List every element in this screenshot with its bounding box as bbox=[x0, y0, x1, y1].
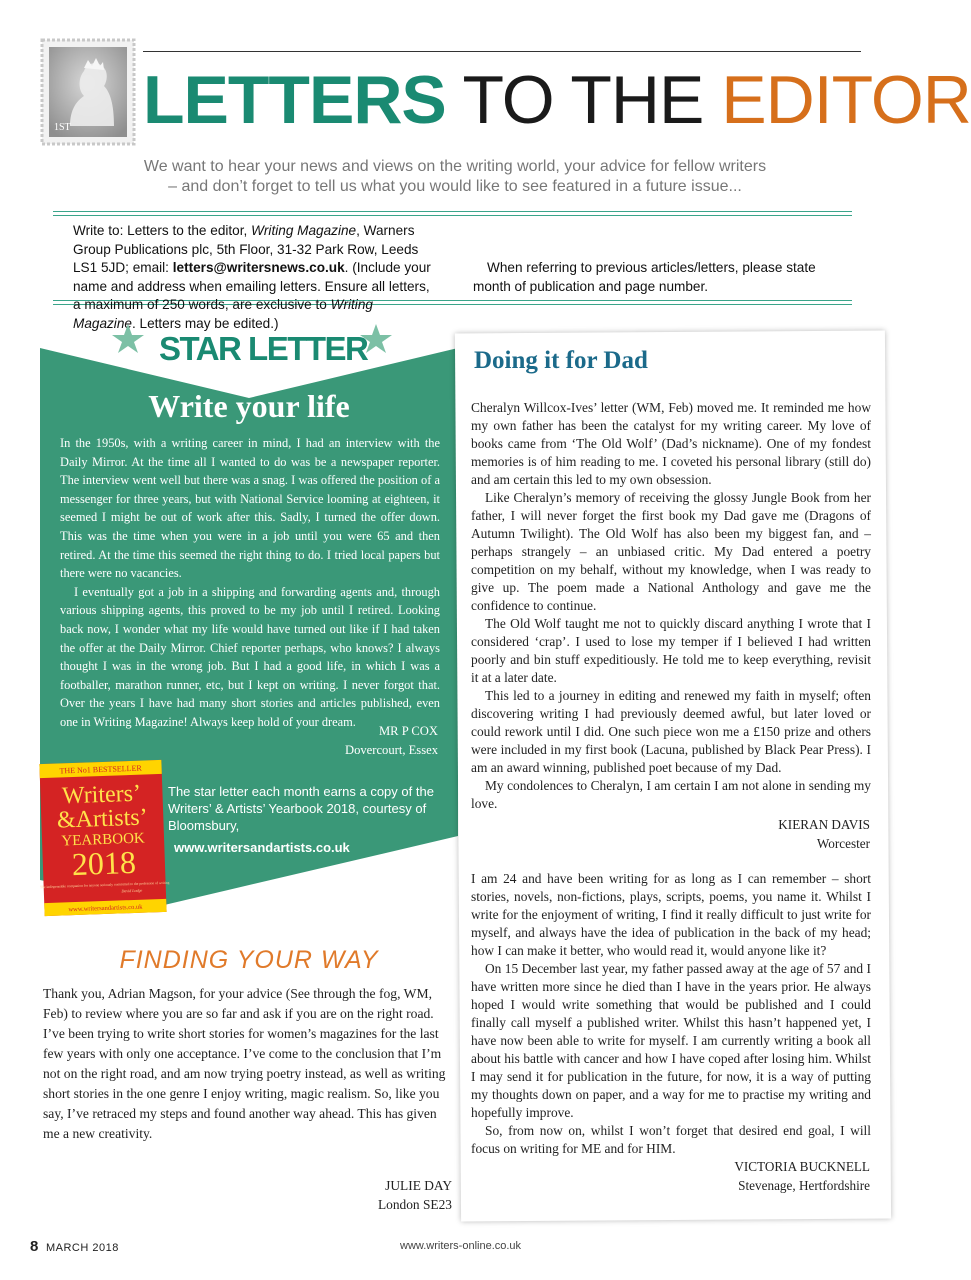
info-rule-top-1 bbox=[53, 211, 852, 212]
title-letters: LETTERS bbox=[143, 62, 446, 138]
prize-text: The star letter each month earns a copy of the Writers’ & Artists’ Yearbook 2018, courtesy of Bloomsbury, bbox=[168, 784, 434, 833]
page-title bbox=[143, 64, 971, 136]
email-link[interactable]: letters@writersnews.co.uk bbox=[172, 260, 345, 275]
referring-note: When referring to previous articles/letters, please state month of publication and page number. bbox=[473, 260, 816, 294]
svg-text:THE No1 BESTSELLER: THE No1 BESTSELLER bbox=[59, 763, 142, 776]
star-letter-title: Write your life bbox=[148, 388, 350, 424]
svg-text:2018: 2018 bbox=[71, 843, 137, 883]
finding-your-way-body: Thank you, Adrian Magson, for your advice (See through the fog, WM, Feb) to review where you are so far and ask if you are on the right road. I’ve been trying to write short stories for women’s magazines for the last few years with only one acceptance. I’ve come to the conclusion that I’m not on the right road, and am now trying poetry instead, as well as writing short stories in the one genre I enjoy writing, magic realism. So, like you say, I’ve retraced my steps and found another way ahead. This has given me a new creativity. bbox=[43, 986, 446, 1141]
title-editor: EDITOR bbox=[721, 62, 971, 138]
star-letter-label: STAR LETTER bbox=[159, 330, 368, 367]
footer-url[interactable]: www.writers-online.co.uk bbox=[400, 1240, 522, 1252]
header-rule bbox=[143, 51, 861, 52]
write-to-info: Write to: Letters to the editor, Writing Magazine, Warners Group Publications plc, 5th Floor, 31-32 Park Row, Leeds LS1 5JD; email: letters@writersnews.co.uk. (Include your name and address when emailing letters. Ensure all letters, a maximum of 250 words, are exclusive to Writing Magazine. Letters may be edited.) bbox=[73, 223, 431, 331]
doing-it-for-dad-body: Cheralyn Willcox-Ives’ letter (WM, Feb) moved me. It reminded me how my own father has been the catalyst for my writing career. My love of books came from ‘The Old Wolf’ (Dad’s nickname). One of my fondest memories is of him reading to me. I coveted his personal library (still do) and am certain this led to my own obsession. Like Cheralyn’s memory of receiving the glossy Jungle Book from her father, I will never forget the first book my Dad gave me (Dragons of Autumn Twilight). The Old Wolf has also been my biggest fan, and – perhaps strangely – an unbiased critic. My Dad entered a poetry competition on my behalf, without my knowledge, when I was ready to give up. The poem made a National Anthology and gave me the confidence to continue. The Old Wolf taught me not to quickly discard anything I wrote that I considered ‘crap’. I used to lose my temper if I believed I had written poorly and bin stuff expeditiously. He told me to keep everything, revisit it at a later date. This led to a journey in editing and renewed my faith in myself; often discovering writing I had previously deemed awful, but later loved or could rework until I did. One such piece won me a £150 prize and others were included in my first book (Lacuna, published by Black Pear Press). I am an award winning, published poet because of my Dad. My condolences to Cheralyn, I am certain I am not alone in sending my love. bbox=[471, 400, 871, 811]
svg-text:YEARBOOK: YEARBOOK bbox=[61, 830, 145, 850]
svg-text:&Artists’: &Artists’ bbox=[56, 804, 149, 834]
svg-text:Writers’: Writers’ bbox=[61, 780, 142, 810]
doing-it-for-dad-title: Doing it for Dad bbox=[474, 347, 648, 374]
svg-text:David Lodge: David Lodge bbox=[121, 887, 143, 894]
svg-text:1ST: 1ST bbox=[54, 122, 71, 133]
star-letter-body: In the 1950s, with a writing career in mind, I had an interview with the Daily Mirror. At the time all I wanted to do was be a newspaper reporter. The interview went well but there was a snag. I was offered the position of a messenger for three years, but with National Service looming at eighteen, it seemed I might be out of work after this. Sadly, I turned the offer down. This was the time when you were in a job until you were 65 and then retired. At the time this seemed the right thing to do. I tried local papers but there were no vacancies. I eventually got a job in a shipping and forwarding agents and, through various shipping agents, this proved to be my job until I retired. Looking back now, I wonder what my life would have turned out like if I had taken the offer at the Daily Mirror. Chief reporter perhaps, who knows? I always thought I was in the wrong job. But I had a good life, in which I was a footballer, marathon runner, etc, but I kept on writing. I never forgot that. Over the years I have had many short stories and articles published, even one in Writing Magazine! Always keep hold of your dream. bbox=[60, 436, 440, 729]
star-letter-signature: MR P COX Dovercourt, Essex bbox=[344, 724, 438, 757]
prize-link[interactable]: www.writersandartists.co.uk bbox=[174, 840, 350, 855]
yearbook-cover bbox=[39, 760, 170, 916]
title-to-the: TO THE bbox=[462, 62, 704, 138]
doing-it-for-dad-signature: KIERAN DAVIS Worcester bbox=[778, 817, 870, 851]
victoria-letter-signature: VICTORIA BUCKNELL Stevenage, Hertfordshire bbox=[734, 1159, 870, 1193]
svg-text:www.writersandartists.co.uk: www.writersandartists.co.uk bbox=[68, 903, 143, 914]
victoria-letter-body: I am 24 and have been writing for as long as I can remember – short stories, novels, non-fictions, plays, scripts, poems, you name it. Whilst I write for the enjoyment of writing, I find it really difficult to just write for myself, and always have the idea of publication in the back of my head; how I can make it better, who would read it, would anyone like it? On 15 December last year, my father passed away at the age of 57 and I have written more since he died than I have in the years prior. He always hoped I would write something that would be published and I could finally call myself a published writer. Whilst this hasn’t happened yet, I have now been able to write for myself. I am currently writing a book all about his battle with cancer and how I have coped after losing him. Whilst I may send it for publication in the future, for now, it is a way of putting my thoughts down on paper, and a way for me to practise my writing and hopefully improve. So, from now on, whilst I won’t forget that desired end goal, I will focus on writing for ME and for HIM. bbox=[471, 871, 871, 1156]
stamp-icon bbox=[40, 38, 136, 146]
info-rule-top-2 bbox=[53, 215, 852, 216]
svg-text:The indispensable companion fo: The indispensable companion for anyone seriously committed to the profession of writing bbox=[39, 880, 170, 890]
page-folio bbox=[30, 1238, 119, 1255]
intro-text: We want to hear your news and views on the writing world, your advice for fellow writers – and don’t forget to tell us what you would like to see featured in a future issue... bbox=[143, 158, 767, 195]
finding-your-way-signature: JULIE DAY London SE23 bbox=[377, 1178, 452, 1212]
page-number: 8 bbox=[30, 1238, 39, 1255]
issue-date: MARCH 2018 bbox=[45, 1242, 119, 1254]
finding-your-way-title: FINDING YOUR WAY bbox=[119, 946, 379, 974]
